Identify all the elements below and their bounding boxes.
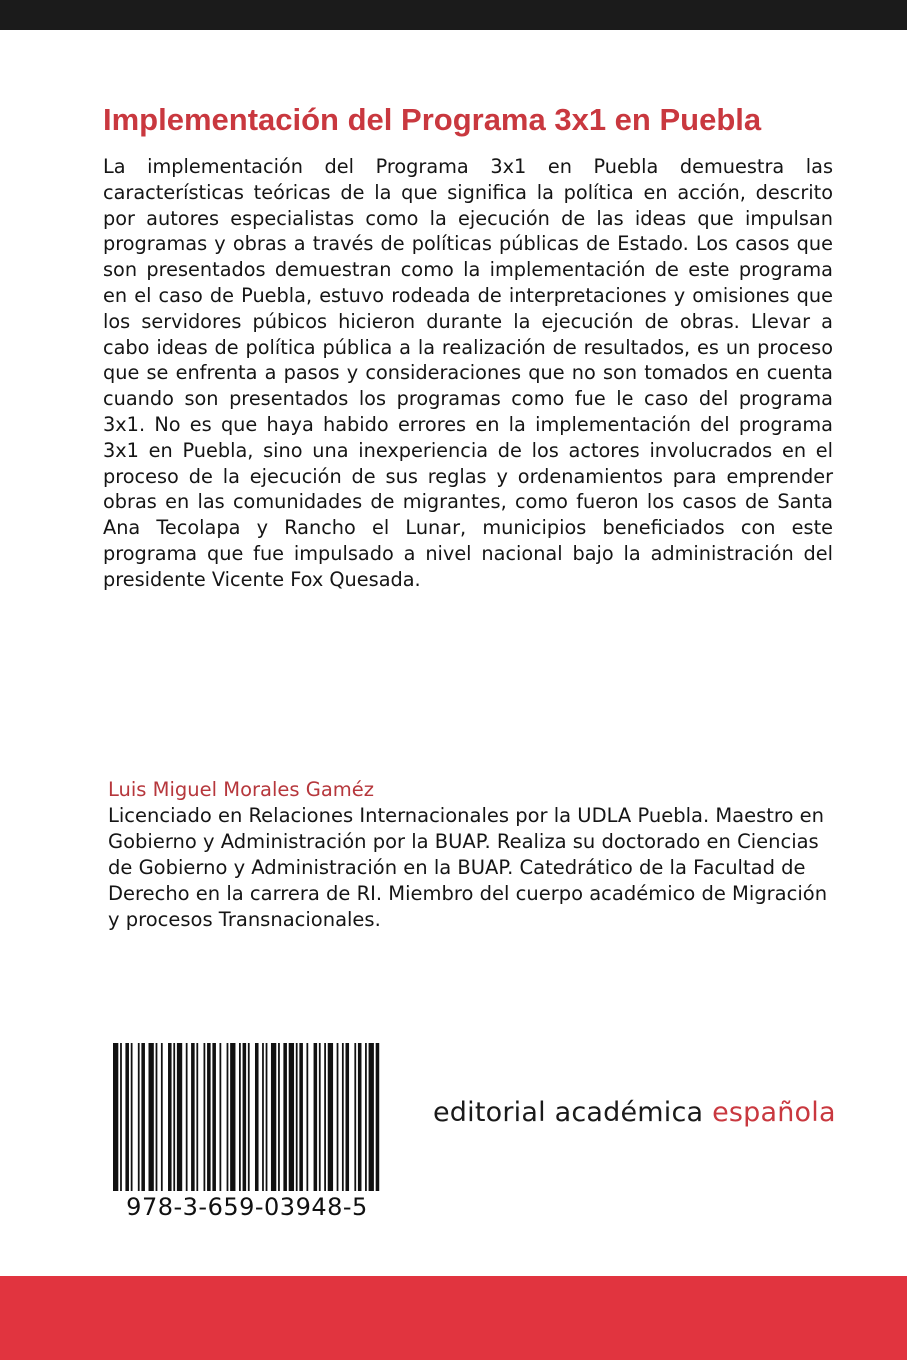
book-description: La implementación del Programa 3x1 en Puebla demuestra las características teóricas de la que significa la política en acción, descrito por autores especialistas como la ejecución de las ideas que impulsan programas y obras a través de políticas públicas de Estado. Los casos que son presentados demuestran como la implementación de este programa en el caso de Puebla, estuvo rodeada de interpretaciones y omisiones que los servidores púbicos hicieron durante la ejecución de obras. Llevar a cabo ideas de política pública a la realización de resultados, es un proceso que se enfrenta a pasos y consideraciones que no son tomados en cuenta cuando son presentados los programas como fue le caso del programa 3x1. No es que haya habido errores en la implementación del programa 3x1 en Puebla, sino una inexperiencia de los actores involucrados en el proceso de la ejecución de sus reglas y ordenamientos para emprender obras en las comunidades de migrantes, como fueron los casos de Santa Ana Tecolapa y Rancho el Lunar, municipios beneficiados con este programa que fue impulsado a nivel nacional bajo la administración del presidente Vicente Fox Quesada.	[103, 155, 833, 591]
author-name: Luis Miguel Morales Gaméz	[108, 778, 375, 801]
publisher-name-part2: española	[712, 1097, 836, 1128]
book-title: Implementación del Programa 3x1 en Puebla	[103, 102, 762, 137]
author-bio: Licenciado en Relaciones Internacionales por la UDLA Puebla. Maestro en Gobierno y Administración por la BUAP. Realiza su doctorado en Ciencias de Gobierno y Administración en la BUAP. Catedrático de la Facultad de Derecho en la carrera de RI. Miembro del cuerpo académico de Migración y procesos Transnacionales.	[108, 804, 828, 931]
publisher-logo	[433, 1096, 836, 1130]
barcode-graphic	[113, 1043, 381, 1191]
isbn-number: 978-3-659-03948-5	[126, 1193, 368, 1221]
barcode	[113, 1043, 381, 1191]
top-band	[0, 0, 907, 30]
bottom-band	[0, 1276, 907, 1360]
publisher-name-part1: editorial académica	[433, 1097, 704, 1128]
